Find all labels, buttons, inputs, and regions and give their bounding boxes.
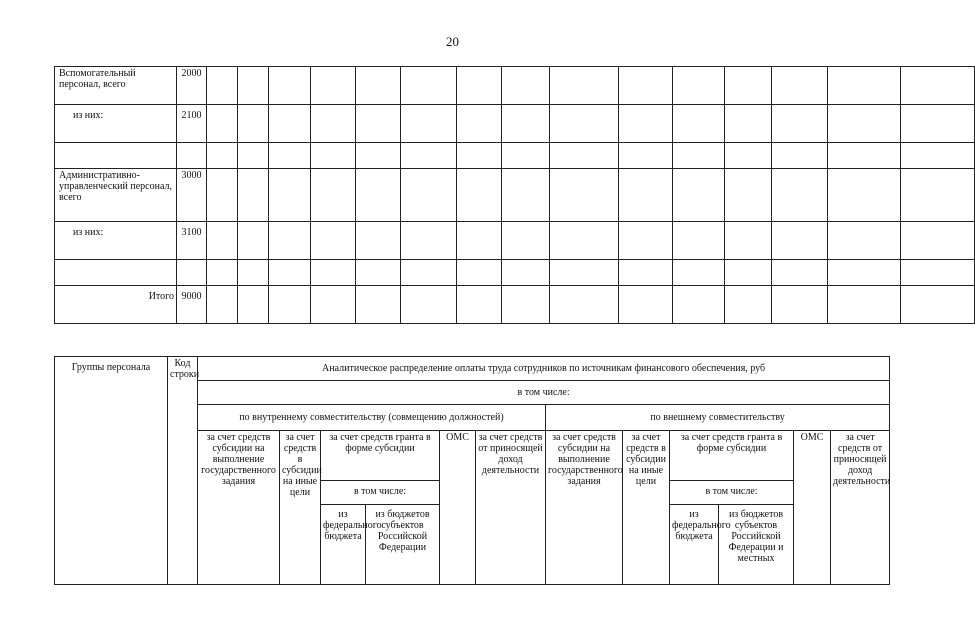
header-personnel-groups: Группы персонала	[55, 357, 168, 585]
empty-cell	[401, 67, 457, 105]
header-internal-income-activity: за счет средств от приносящей доход деятельности	[476, 431, 546, 585]
empty-cell	[269, 143, 311, 169]
empty-cell	[673, 222, 725, 260]
empty-cell	[725, 67, 772, 105]
empty-cell	[673, 67, 725, 105]
row-code	[177, 260, 207, 286]
empty-cell	[238, 260, 269, 286]
row-label	[55, 143, 177, 169]
empty-cell	[725, 222, 772, 260]
row-label: Итого	[55, 286, 177, 324]
empty-cell	[457, 260, 502, 286]
header-internal-combination: по внутреннему совместительству (совмещению должностей)	[198, 405, 546, 431]
table-row	[55, 222, 975, 260]
empty-cell	[457, 169, 502, 222]
empty-cell	[401, 105, 457, 143]
empty-cell	[401, 169, 457, 222]
empty-cell	[401, 286, 457, 324]
header-external-grant-subsidy: за счет средств гранта в форме субсидии	[670, 431, 794, 481]
empty-cell	[772, 260, 828, 286]
empty-cell	[356, 105, 401, 143]
table-row	[55, 105, 975, 143]
header-internal-regional-budgets: из бюджетов субъектов Российской Федерации	[366, 505, 440, 585]
empty-cell	[207, 143, 238, 169]
empty-cell	[828, 105, 901, 143]
header-external-subsidy-state-task: за счет средств субсидии на выполнение государственного задания	[546, 431, 623, 585]
row-code: 2000	[177, 67, 207, 105]
empty-cell	[207, 260, 238, 286]
empty-cell	[457, 286, 502, 324]
empty-cell	[207, 67, 238, 105]
header-internal-subsidy-state-task: за счет средств субсидии на выполнение государственного задания	[198, 431, 280, 585]
empty-cell	[269, 67, 311, 105]
empty-cell	[238, 169, 269, 222]
empty-cell	[901, 105, 975, 143]
empty-cell	[457, 67, 502, 105]
empty-cell	[457, 105, 502, 143]
empty-cell	[619, 105, 673, 143]
empty-cell	[901, 286, 975, 324]
empty-cell	[502, 260, 550, 286]
empty-cell	[725, 260, 772, 286]
header-external-oms: ОМС	[794, 431, 831, 585]
empty-cell	[401, 222, 457, 260]
empty-cell	[772, 105, 828, 143]
empty-cell	[269, 286, 311, 324]
empty-cell	[619, 286, 673, 324]
empty-cell	[828, 260, 901, 286]
empty-cell	[207, 222, 238, 260]
empty-cell	[550, 67, 619, 105]
empty-cell	[901, 260, 975, 286]
empty-cell	[269, 105, 311, 143]
header-external-regional-local-budgets: из бюджетов субъектов Российской Федерации и местных	[719, 505, 794, 585]
empty-cell	[673, 286, 725, 324]
empty-cell	[828, 143, 901, 169]
empty-cell	[356, 260, 401, 286]
empty-cell	[901, 222, 975, 260]
empty-cell	[356, 143, 401, 169]
empty-cell	[725, 105, 772, 143]
empty-cell	[311, 260, 356, 286]
empty-cell	[238, 143, 269, 169]
empty-cell	[772, 222, 828, 260]
empty-cell	[901, 143, 975, 169]
row-label: из них:	[55, 222, 177, 260]
empty-cell	[619, 222, 673, 260]
empty-cell	[457, 222, 502, 260]
header-internal-grant-subsidy: за счет средств гранта в форме субсидии	[321, 431, 440, 481]
empty-cell	[207, 169, 238, 222]
empty-cell	[207, 286, 238, 324]
row-label: из них:	[55, 105, 177, 143]
empty-cell	[725, 169, 772, 222]
table-row	[55, 286, 975, 324]
empty-cell	[238, 105, 269, 143]
empty-cell	[550, 143, 619, 169]
row-label: Вспомогательный персонал, всего	[55, 67, 177, 105]
table-row	[55, 67, 975, 105]
header-internal-grant-including: в том числе:	[321, 481, 440, 505]
empty-cell	[269, 260, 311, 286]
empty-cell	[772, 143, 828, 169]
empty-cell	[772, 286, 828, 324]
empty-cell	[401, 143, 457, 169]
empty-cell	[207, 105, 238, 143]
header-internal-federal-budget: из федерального бюджета	[321, 505, 366, 585]
staff-payment-table	[54, 66, 975, 324]
row-label	[55, 260, 177, 286]
empty-cell	[772, 67, 828, 105]
empty-cell	[828, 67, 901, 105]
empty-cell	[311, 67, 356, 105]
empty-cell	[550, 105, 619, 143]
empty-cell	[356, 67, 401, 105]
header-external-combination: по внешнему совместительству	[546, 405, 890, 431]
table-row	[55, 143, 975, 169]
empty-cell	[269, 222, 311, 260]
empty-cell	[356, 286, 401, 324]
row-label: Административно-управленческий персонал, всего	[55, 169, 177, 222]
header-external-grant-including: в том числе:	[670, 481, 794, 505]
row-code: 9000	[177, 286, 207, 324]
header-internal-oms: ОМС	[440, 431, 476, 585]
empty-cell	[311, 105, 356, 143]
empty-cell	[401, 260, 457, 286]
empty-cell	[619, 67, 673, 105]
empty-cell	[901, 67, 975, 105]
empty-cell	[725, 286, 772, 324]
empty-cell	[673, 260, 725, 286]
empty-cell	[550, 286, 619, 324]
empty-cell	[269, 169, 311, 222]
header-internal-subsidy-other: за счет средств в субсидии на иные цели	[280, 431, 321, 585]
empty-cell	[550, 222, 619, 260]
header-external-federal-budget: из федерального бюджета	[670, 505, 719, 585]
empty-cell	[619, 143, 673, 169]
empty-cell	[238, 222, 269, 260]
row-code: 3000	[177, 169, 207, 222]
empty-cell	[311, 143, 356, 169]
empty-cell	[356, 169, 401, 222]
empty-cell	[502, 67, 550, 105]
empty-cell	[311, 222, 356, 260]
empty-cell	[550, 260, 619, 286]
header-external-income-activity: за счет средств от приносящей доход деятельности	[831, 431, 890, 585]
empty-cell	[550, 169, 619, 222]
payment-distribution-table	[54, 356, 890, 585]
page-number: 20	[446, 34, 459, 49]
empty-cell	[238, 286, 269, 324]
row-code	[177, 143, 207, 169]
empty-cell	[619, 169, 673, 222]
empty-cell	[673, 105, 725, 143]
empty-cell	[356, 222, 401, 260]
empty-cell	[502, 222, 550, 260]
empty-cell	[502, 143, 550, 169]
empty-cell	[725, 143, 772, 169]
empty-cell	[457, 143, 502, 169]
header-analytical-distribution: Аналитическое распределение оплаты труда сотрудников по источникам финансового обеспечения, руб	[198, 357, 890, 381]
empty-cell	[238, 67, 269, 105]
header-external-subsidy-other: за счет средств в субсидии на иные цели	[623, 431, 670, 585]
empty-cell	[673, 143, 725, 169]
empty-cell	[502, 105, 550, 143]
empty-cell	[502, 169, 550, 222]
row-code: 3100	[177, 222, 207, 260]
empty-cell	[673, 169, 725, 222]
empty-cell	[828, 222, 901, 260]
empty-cell	[619, 260, 673, 286]
empty-cell	[828, 169, 901, 222]
table-row	[55, 260, 975, 286]
empty-cell	[772, 169, 828, 222]
table-row	[55, 169, 975, 222]
header-including: в том числе:	[198, 381, 890, 405]
empty-cell	[311, 169, 356, 222]
header-row-code: Код строки	[168, 357, 198, 585]
empty-cell	[502, 286, 550, 324]
row-code: 2100	[177, 105, 207, 143]
empty-cell	[828, 286, 901, 324]
empty-cell	[901, 169, 975, 222]
empty-cell	[311, 286, 356, 324]
